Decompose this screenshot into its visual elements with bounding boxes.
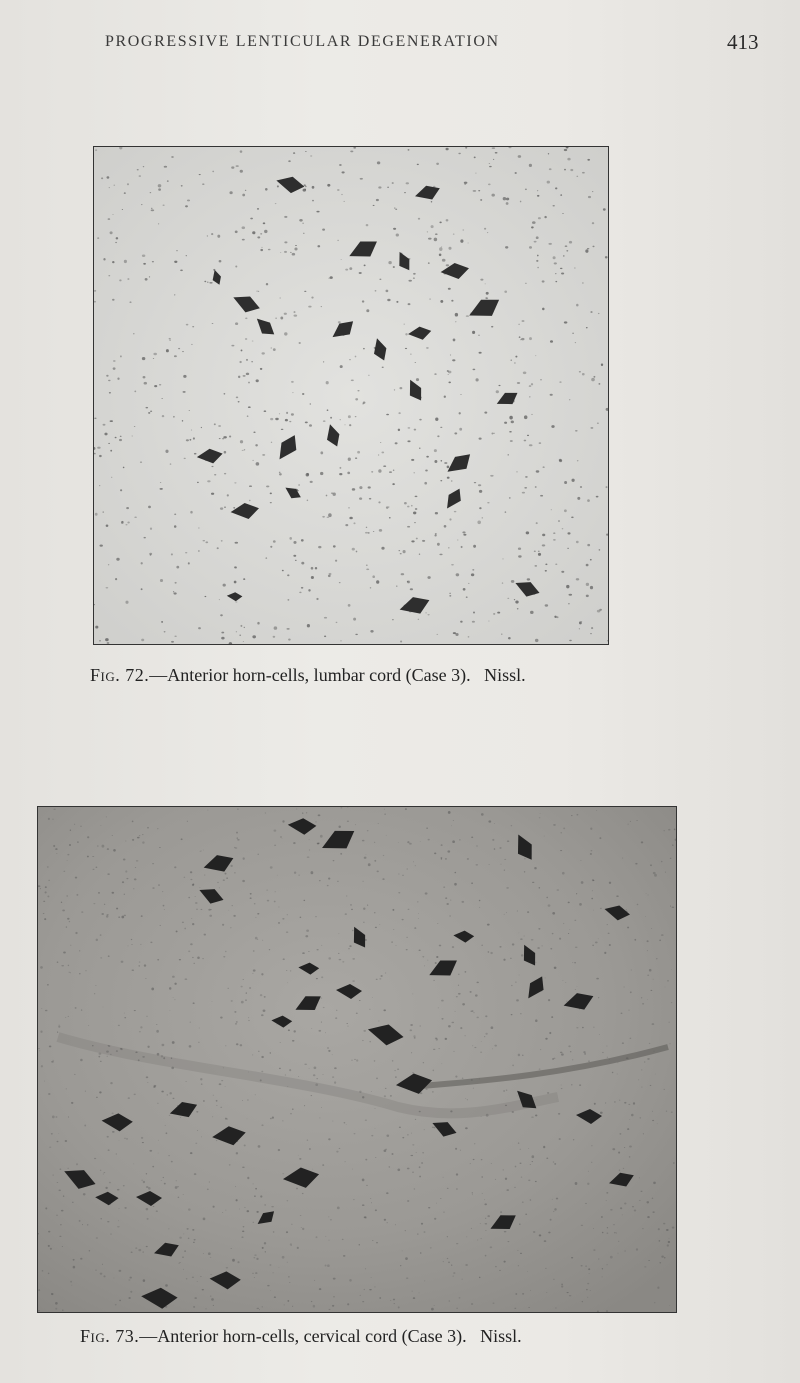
figure-73-stain: Nissl.	[480, 1326, 522, 1346]
figure-72-caption-text: —Anterior horn-cells, lumbar cord (Case 3).	[149, 665, 471, 685]
figure-73-caption	[80, 1326, 522, 1347]
figure-72-stain: Nissl.	[484, 665, 526, 685]
figure-73-micrograph	[37, 806, 677, 1313]
figure-72-image	[94, 147, 608, 644]
figure-72-micrograph	[93, 146, 609, 645]
figure-72-caption	[90, 665, 526, 686]
page-number: 413	[727, 30, 759, 54]
figure-72-label: Fig. 72.	[90, 665, 150, 685]
figure-73-label: Fig. 73.	[80, 1326, 140, 1346]
figure-73-caption-text: —Anterior horn-cells, cervical cord (Case 3).	[139, 1326, 467, 1346]
figure-73-image	[38, 807, 676, 1312]
running-head: PROGRESSIVE LENTICULAR DEGENERATION	[105, 33, 500, 50]
